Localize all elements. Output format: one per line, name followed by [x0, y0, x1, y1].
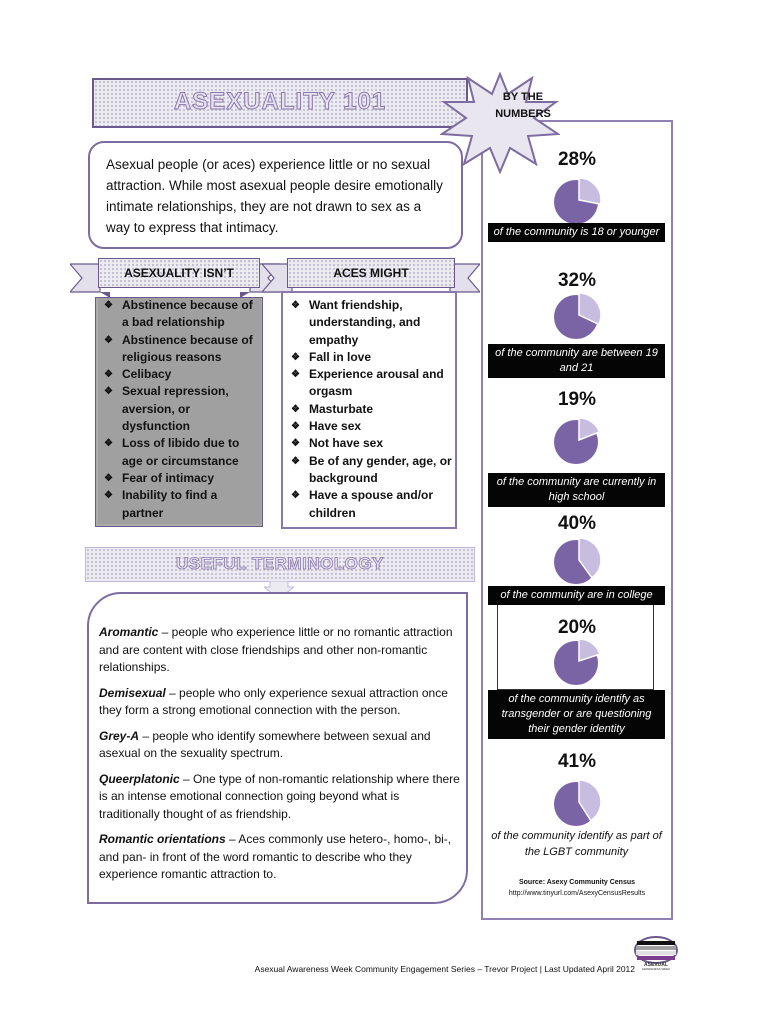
logo-text: ASEXUAL [644, 962, 668, 968]
pie-chart-icon [550, 416, 602, 468]
stat-caption: of the community identify as transgender or are questioning their gender identity [488, 690, 665, 739]
list-item: ❖ Fall in love [287, 349, 452, 366]
bullet-icon: ❖ [291, 351, 300, 363]
term-definition: – One type of non-romantic relationship where there is an intense emotional connection going beyond what is traditionally thought of as friendship. [99, 771, 460, 821]
stat-caption: of the community is 18 or younger [488, 223, 665, 242]
list-item: ❖ Fear of intimacy [100, 470, 260, 487]
pie-chart-icon [550, 637, 602, 689]
stat-percent: 19% [557, 389, 597, 410]
source-note [481, 877, 673, 899]
list-item: ❖ Have sex [287, 418, 452, 435]
bullet-icon: ❖ [291, 421, 300, 433]
page-title: ASEXUALITY 101 [173, 88, 387, 115]
bullet-icon: ❖ [291, 455, 300, 467]
list-item: ❖ Abstinence because of religious reasons [104, 332, 253, 364]
list-item: ❖ Celibacy [100, 366, 260, 383]
term-item [99, 624, 461, 677]
term-name: Queerplatonic [99, 771, 180, 786]
bullet-icon: ❖ [291, 369, 300, 381]
asexual-awareness-week-logo-icon [633, 936, 679, 970]
list-item: ❖ Abstinence because of a bad relationship [104, 298, 253, 330]
isnt-list-wrap [100, 297, 260, 525]
logo-subtext: AWARENESS WEEK [641, 967, 671, 970]
term-name: Aromantic [99, 625, 159, 639]
term-definition: – people who identify somewhere between sexual and asexual on the sexuality spectrum. [99, 728, 431, 760]
term-name: Demisexual [99, 685, 166, 700]
stat-percent: 28% [557, 149, 597, 170]
stat-percent: 41% [557, 751, 597, 772]
list-item: ❖ Masturbate [287, 401, 452, 418]
stat-caption: of the community are currently in high school [488, 473, 665, 507]
term-item [99, 831, 461, 884]
term-name: Romantic orientations [99, 832, 226, 846]
terminology-list [99, 624, 461, 892]
intro-box: Asexual people (or aces) experience little or no sexual attraction. While most asexual people desire emotionally intimate relationships, they are not drawn to sex as a way to express that intimacy. [88, 141, 463, 249]
stat-caption: of the community identify as part of the LGBT community [491, 830, 662, 858]
bullet-icon: ❖ [104, 369, 113, 381]
pie-chart-icon [550, 291, 602, 343]
list-item: ❖ Sexual repression, aversion, or dysfunction [104, 384, 229, 434]
might-heading: ACES MIGHT [333, 266, 409, 280]
might-list-wrap [287, 297, 452, 527]
term-definition: – Aces commonly use hetero-, homo-, bi-, and pan- in front of the word romantic to describe who they experience romantic attraction to. [99, 832, 452, 881]
terminology-heading: USEFUL TERMINOLOGY [176, 554, 384, 573]
term-item [99, 685, 461, 720]
bullet-icon: ❖ [104, 300, 113, 311]
pie-chart-icon [550, 176, 602, 228]
bullet-icon: ❖ [104, 490, 113, 502]
term-name: Grey-A [99, 728, 140, 743]
list-item: ❖ Want friendship, understanding, and empathy [291, 298, 421, 347]
term-definition: – people who experience little or no romantic attraction and are content with close friendships and other non-romantic relationships. [99, 625, 453, 674]
list-item: ❖ Inability to find a partner [104, 488, 218, 520]
pie-chart-icon [550, 536, 602, 588]
term-item [99, 771, 461, 824]
isnt-heading: ASEXUALITY ISN’T [124, 266, 234, 280]
list-item: ❖ Loss of libido due to age or circumstance [104, 436, 240, 468]
term-item [99, 728, 461, 763]
list-item: ❖ Not have sex [287, 435, 452, 452]
pie-chart-icon [550, 778, 602, 830]
bullet-icon: ❖ [291, 490, 300, 502]
term-definition: – people who only experience sexual attraction once they form a strong emotional connection with the person. [99, 685, 448, 717]
source-url: http://www.tinyurl.com/AsexyCensusResults [508, 890, 646, 897]
bullet-icon: ❖ [291, 300, 300, 311]
bullet-icon: ❖ [104, 438, 113, 450]
stat-caption: of the community are in college [488, 586, 665, 605]
bullet-icon: ❖ [291, 438, 300, 450]
list-item: ❖ Experience arousal and orgasm [291, 367, 444, 399]
stat-caption: of the community are between 19 and 21 [488, 344, 665, 378]
bullet-icon: ❖ [104, 386, 113, 398]
by-the-numbers-label: BY THE NUMBERS [495, 91, 551, 120]
bullet-icon: ❖ [291, 403, 300, 415]
list-item: ❖ Have a spouse and/or children [291, 488, 434, 520]
stat-percent: 40% [557, 513, 597, 534]
list-item: ❖ Be of any gender, age, or background [291, 453, 452, 485]
bullet-icon: ❖ [104, 334, 113, 346]
footer-text: Asexual Awareness Week Community Engagement Series – Trevor Project | Last Updated April 2012 [254, 964, 635, 974]
source-label: Source: Asexy Community Census [518, 879, 636, 886]
stat-percent: 32% [557, 270, 597, 291]
pie-slice [579, 178, 601, 204]
stat-percent: 20% [557, 617, 597, 638]
bullet-icon: ❖ [104, 472, 113, 484]
